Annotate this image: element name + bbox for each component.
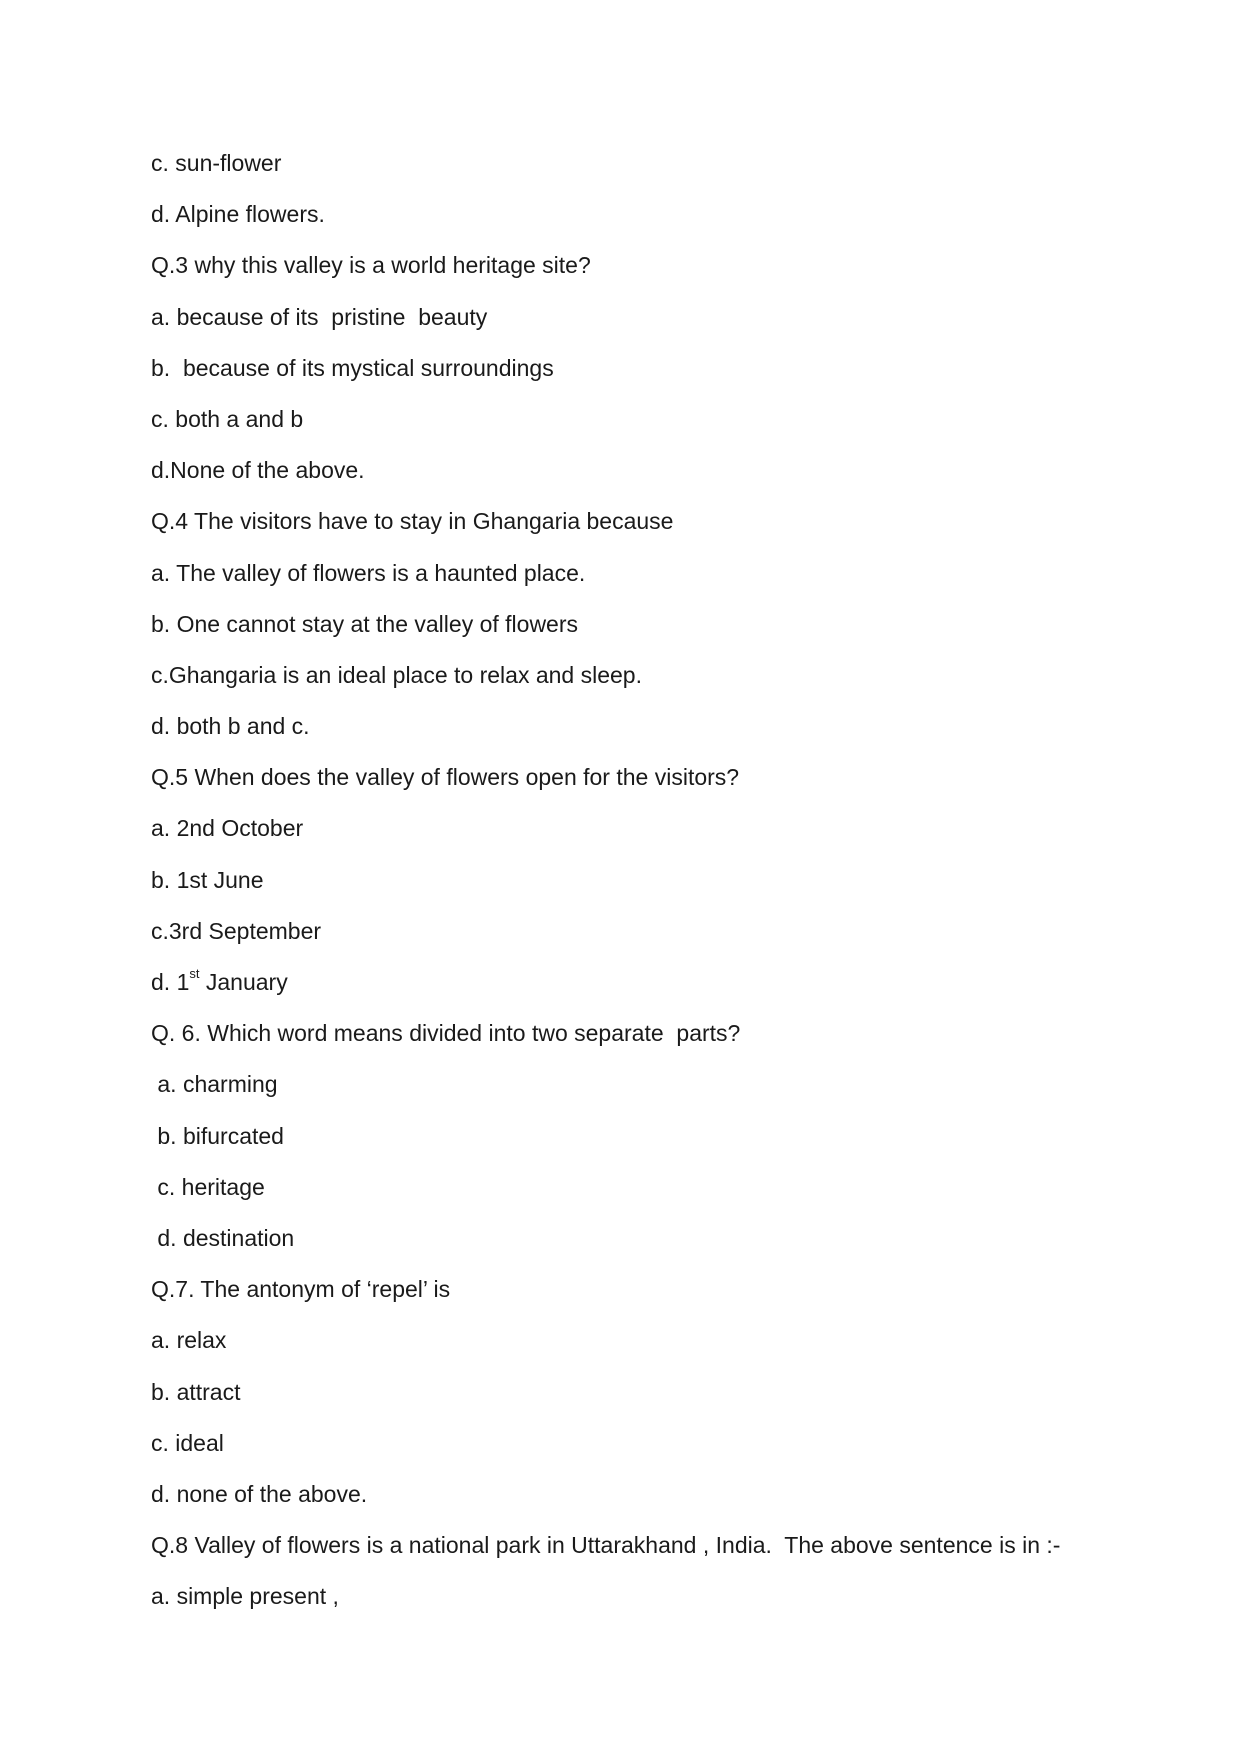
question-line: Q. 6. Which word means divided into two separate parts? [151, 1020, 741, 1047]
option-line: b. One cannot stay at the valley of flowers [151, 610, 579, 637]
option-line: d. destination [151, 1224, 295, 1251]
option-line: a. The valley of flowers is a haunted place. [151, 559, 586, 586]
option-line-superscript [151, 966, 1151, 1017]
question-line: Q.5 When does the valley of flowers open for the visitors? [151, 764, 740, 791]
option-line: d. both b and c. [151, 713, 310, 740]
option-line: d. none of the above. [151, 1480, 368, 1507]
option-line: b. attract [151, 1378, 241, 1405]
question-line: Q.3 why this valley is a world heritage site? [151, 252, 591, 279]
option-line: a. relax [151, 1327, 227, 1354]
question-line: Q.8 Valley of flowers is a national park in Uttarakhand , India. The above sentence is in :- [151, 1532, 1061, 1559]
option-line: a. simple present , [151, 1583, 339, 1610]
option-line: c. ideal [151, 1429, 224, 1456]
option-line: c. both a and b [151, 405, 304, 432]
option-line: b. bifurcated [151, 1122, 284, 1149]
option-suffix: January [199, 969, 288, 995]
option-line: d. Alpine flowers. [151, 201, 325, 228]
question-list [151, 147, 1151, 1631]
option-line: b. because of its mystical surroundings [151, 354, 554, 381]
option-line: c.3rd September [151, 917, 322, 944]
option-line: c. sun-flower [151, 150, 282, 176]
question-line: Q.7. The antonym of ‘repel’ is [151, 1276, 451, 1303]
option-line: a. because of its pristine beauty [151, 303, 488, 330]
option-line: a. 2nd October [151, 815, 304, 842]
question-line: Q.4 The visitors have to stay in Ghangaria because [151, 508, 674, 535]
option-line: d.None of the above. [151, 457, 365, 484]
option-line: a. charming [151, 1071, 278, 1098]
ordinal-superscript: st [189, 966, 200, 982]
option-line: c. heritage [151, 1173, 265, 1200]
option-line: c.Ghangaria is an ideal place to relax and sleep. [151, 661, 642, 688]
option-prefix: d. 1 [151, 969, 190, 995]
option-line: b. 1st June [151, 866, 264, 893]
